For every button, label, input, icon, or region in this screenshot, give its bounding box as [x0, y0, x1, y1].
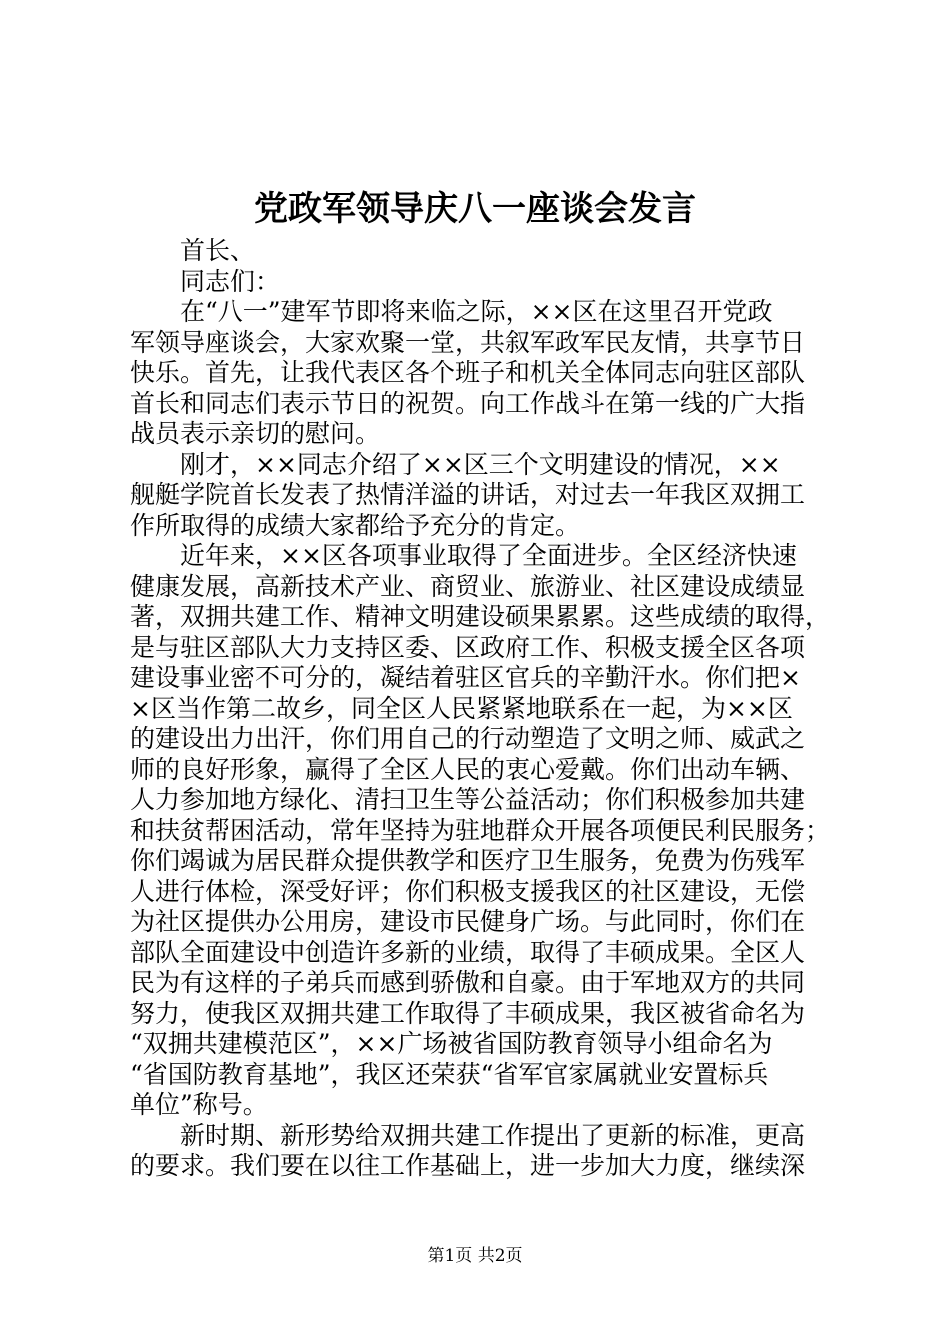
- text-line: 战员表示亲切的慰问。: [130, 419, 381, 448]
- text-line: 作所取得的成绩大家都给予充分的肯定。: [130, 510, 581, 540]
- text-line: 健康发展，高新技术产业、商贸业、旅游业、社区建设成绩显: [130, 571, 806, 601]
- page-number: 第1页 共2页: [427, 1246, 523, 1266]
- text-line: 首长和同志们表示节日的祝贺。向工作战斗在第一线的广大指: [130, 388, 806, 418]
- text-line: 和扶贫帮困活动，常年坚持为驻地群众开展各项便民利民服务；: [130, 815, 830, 845]
- text-line: 建设事业密不可分的，凝结着驻区官兵的辛勤汗水。你们把×: [130, 663, 801, 692]
- document-body: [130, 236, 830, 1182]
- text-line: 快乐。首先，让我代表区各个班子和机关全体同志向驻区部队: [130, 358, 806, 387]
- page-footer: [0, 1244, 950, 1268]
- text-line: “双拥共建模范区”，××广场被省国防教育领导小组命名为: [130, 1029, 773, 1058]
- salutation-line: 同志们：: [180, 266, 281, 296]
- text-line: 民为有这样的子弟兵而感到骄傲和自豪。由于军地双方的共同: [130, 968, 806, 997]
- text-line: 为社区提供办公用房，建设市民健身广场。与此同时，你们在: [130, 907, 806, 936]
- text-line: 新时期、新形势给双拥共建工作提出了更新的标准，更高: [130, 1120, 806, 1150]
- text-line: 近年来，××区各项事业取得了全面进步。全区经济快速: [130, 541, 797, 570]
- document-title: 党政军领导庆八一座谈会发言: [254, 189, 696, 229]
- text-line: 军领导座谈会，大家欢聚一堂，共叙军政军民友情，共享节日: [130, 327, 806, 357]
- text-line: “省国防教育基地”，我区还荣获“省军官家属就业安置标兵: [130, 1059, 769, 1089]
- text-line: 的要求。我们要在以往工作基础上，进一步加大力度，继续深: [130, 1151, 806, 1180]
- text-line: 刚才，××同志介绍了××区三个文明建设的情况，××: [130, 449, 781, 479]
- text-line: 舰艇学院首长发表了热情洋溢的讲话，对过去一年我区双拥工: [130, 480, 806, 509]
- text-line: 著，双拥共建工作、精神文明建设硕果累累。这些成绩的取得，: [130, 602, 830, 631]
- text-line: 努力，使我区双拥共建工作取得了丰硕成果，我区被省命名为: [130, 998, 806, 1028]
- text-line: 的建设出力出汗，你们用自己的行动塑造了文明之师、威武之: [130, 724, 806, 753]
- text-line: ×区当作第二故乡，同全区人民紧紧地联系在一起，为××区: [130, 693, 793, 723]
- text-line: 部队全面建设中创造许多新的业绩，取得了丰硕成果。全区人: [130, 937, 806, 967]
- text-line: 是与驻区部队大力支持区委、区政府工作、积极支援全区各项: [130, 632, 806, 662]
- text-line: 人进行体检，深受好评；你们积极支援我区的社区建设，无偿: [130, 876, 806, 906]
- salutation-line: 首长、: [180, 236, 256, 265]
- text-line: 你们竭诚为居民群众提供教学和医疗卫生服务，免费为伤残军: [130, 846, 806, 875]
- text-line: 单位”称号。: [130, 1090, 268, 1119]
- text-line: 人力参加地方绿化、清扫卫生等公益活动；你们积极参加共建: [130, 785, 806, 814]
- text-line: 在“八一”建军节即将来临之际，××区在这里召开党政: [130, 297, 773, 326]
- text-line: 师的良好形象，赢得了全区人民的衷心爱戴。你们出动车辆、: [130, 754, 806, 784]
